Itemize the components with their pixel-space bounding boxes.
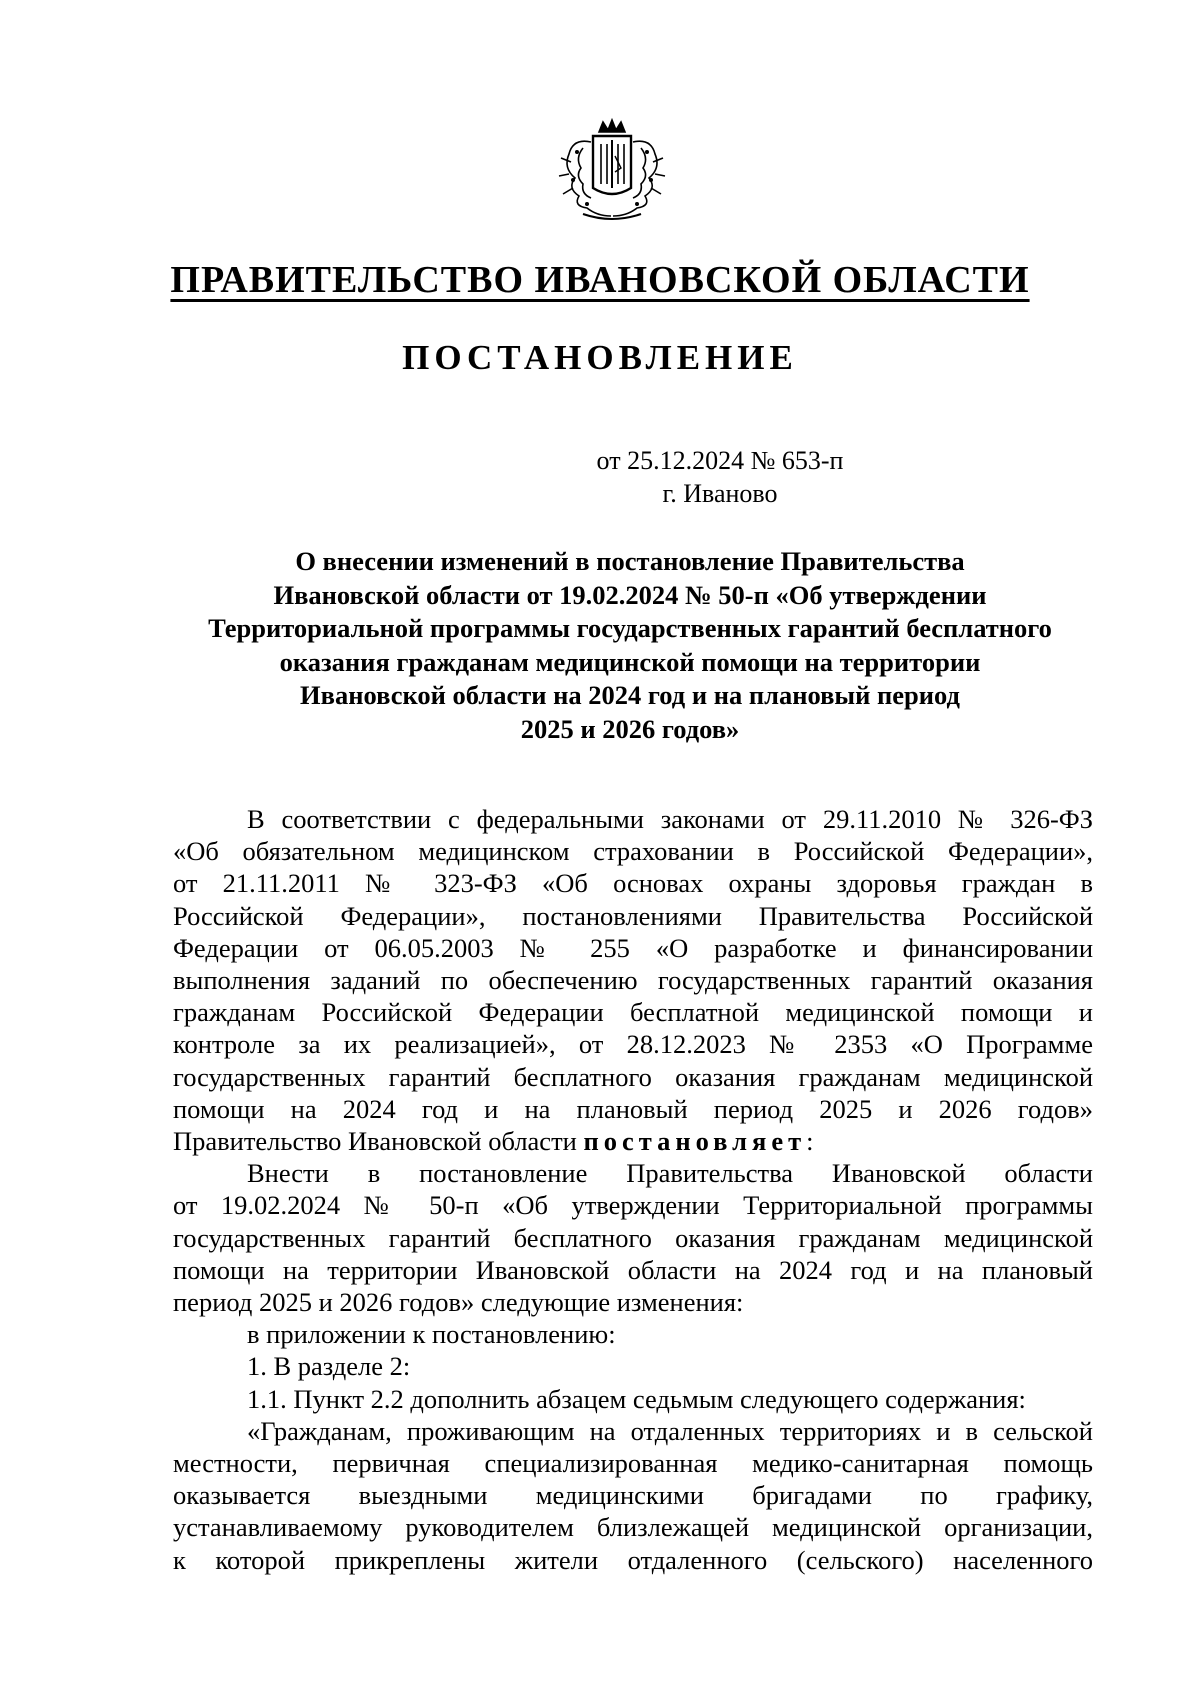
body-line: Федерации от 06.05.2003 № 255 «О разработке и финансировании: [173, 932, 1093, 963]
document-date-number: от 25.12.2024 № 653-п: [596, 446, 844, 475]
government-name: ПРАВИТЕЛЬСТВО ИВАНОВСКОЙ ОБЛАСТИ: [170, 259, 1030, 301]
title-line: О внесении изменений в постановление Правительства: [295, 546, 965, 576]
body-line: Внести в постановление Правительства Ивановской области: [247, 1158, 1093, 1189]
body-line: устанавливаемому руководителем близлежащей медицинской организации,: [173, 1512, 1093, 1543]
body-line-resolves: [173, 1125, 1093, 1157]
document-title: [170, 545, 1090, 746]
body-line: гражданам Российской Федерации бесплатной медицинской помощи и: [173, 997, 1093, 1028]
body-line: 1. В разделе 2:: [247, 1351, 411, 1382]
resolves-suffix: :: [806, 1126, 814, 1157]
body-line: 1.1. Пункт 2.2 дополнить абзацем седьмым следующего содержания:: [247, 1383, 1026, 1414]
body-line: к которой прикреплены жители отдаленного (сельского) населенного: [173, 1544, 1093, 1575]
body-line: период 2025 и 2026 годов» следующие изменения:: [173, 1287, 744, 1318]
body-line: Российской Федерации», постановлениями Правительства Российской: [173, 900, 1093, 931]
body-line: оказывается выездными медицинскими бригадами по графику,: [173, 1480, 1093, 1511]
body-line: государственных гарантий бесплатного оказания гражданам медицинской: [173, 1061, 1093, 1092]
title-line: Ивановской области на 2024 год и на плановый период: [300, 680, 960, 710]
body-line: местности, первичная специализированная медико-санитарная помощь: [173, 1448, 1093, 1479]
document-type: ПОСТАНОВЛЕНИЕ: [402, 338, 798, 377]
title-line: Ивановской области от 19.02.2024 № 50-п «Об утверждении: [273, 579, 987, 610]
coat-of-arms-icon: [553, 118, 671, 224]
title-line: Территориальной программы государственных гарантий бесплатного: [208, 613, 1052, 643]
body-line: от 21.11.2011 № 323-ФЗ «Об основах охраны здоровья граждан в: [173, 868, 1093, 899]
body-line: от 19.02.2024 № 50-п «Об утверждении Территориальной программы: [173, 1190, 1093, 1221]
body-line: «Об обязательном медицинском страховании в Российской Федерации»,: [173, 836, 1093, 867]
document-body: [173, 803, 1093, 1576]
title-line: оказания гражданам медицинской помощи на территории: [279, 646, 981, 677]
body-line: государственных гарантий бесплатного оказания гражданам медицинской: [173, 1222, 1093, 1253]
document-city: г. Иваново: [662, 479, 778, 508]
title-line: 2025 и 2026 годов»: [520, 713, 740, 744]
body-line: контроле за их реализацией», от 28.12.2023 № 2353 «О Программе: [173, 1029, 1093, 1060]
resolves-prefix: Правительство Ивановской области: [173, 1126, 584, 1157]
body-line: помощи на территории Ивановской области на 2024 год и на плановый: [173, 1254, 1093, 1285]
body-line: выполнения заданий по обеспечению государственных гарантий оказания: [173, 965, 1093, 996]
body-line: помощи на 2024 год и на плановый период 2025 и 2026 годов»: [173, 1093, 1093, 1124]
body-line: в приложении к постановлению:: [247, 1319, 616, 1350]
body-line: В соответствии с федеральными законами от 29.11.2010 № 326-ФЗ: [247, 804, 1093, 834]
body-line: «Гражданам, проживающим на отдаленных территориях и в сельской: [247, 1415, 1093, 1446]
resolves-word: постановляет: [583, 1126, 807, 1157]
